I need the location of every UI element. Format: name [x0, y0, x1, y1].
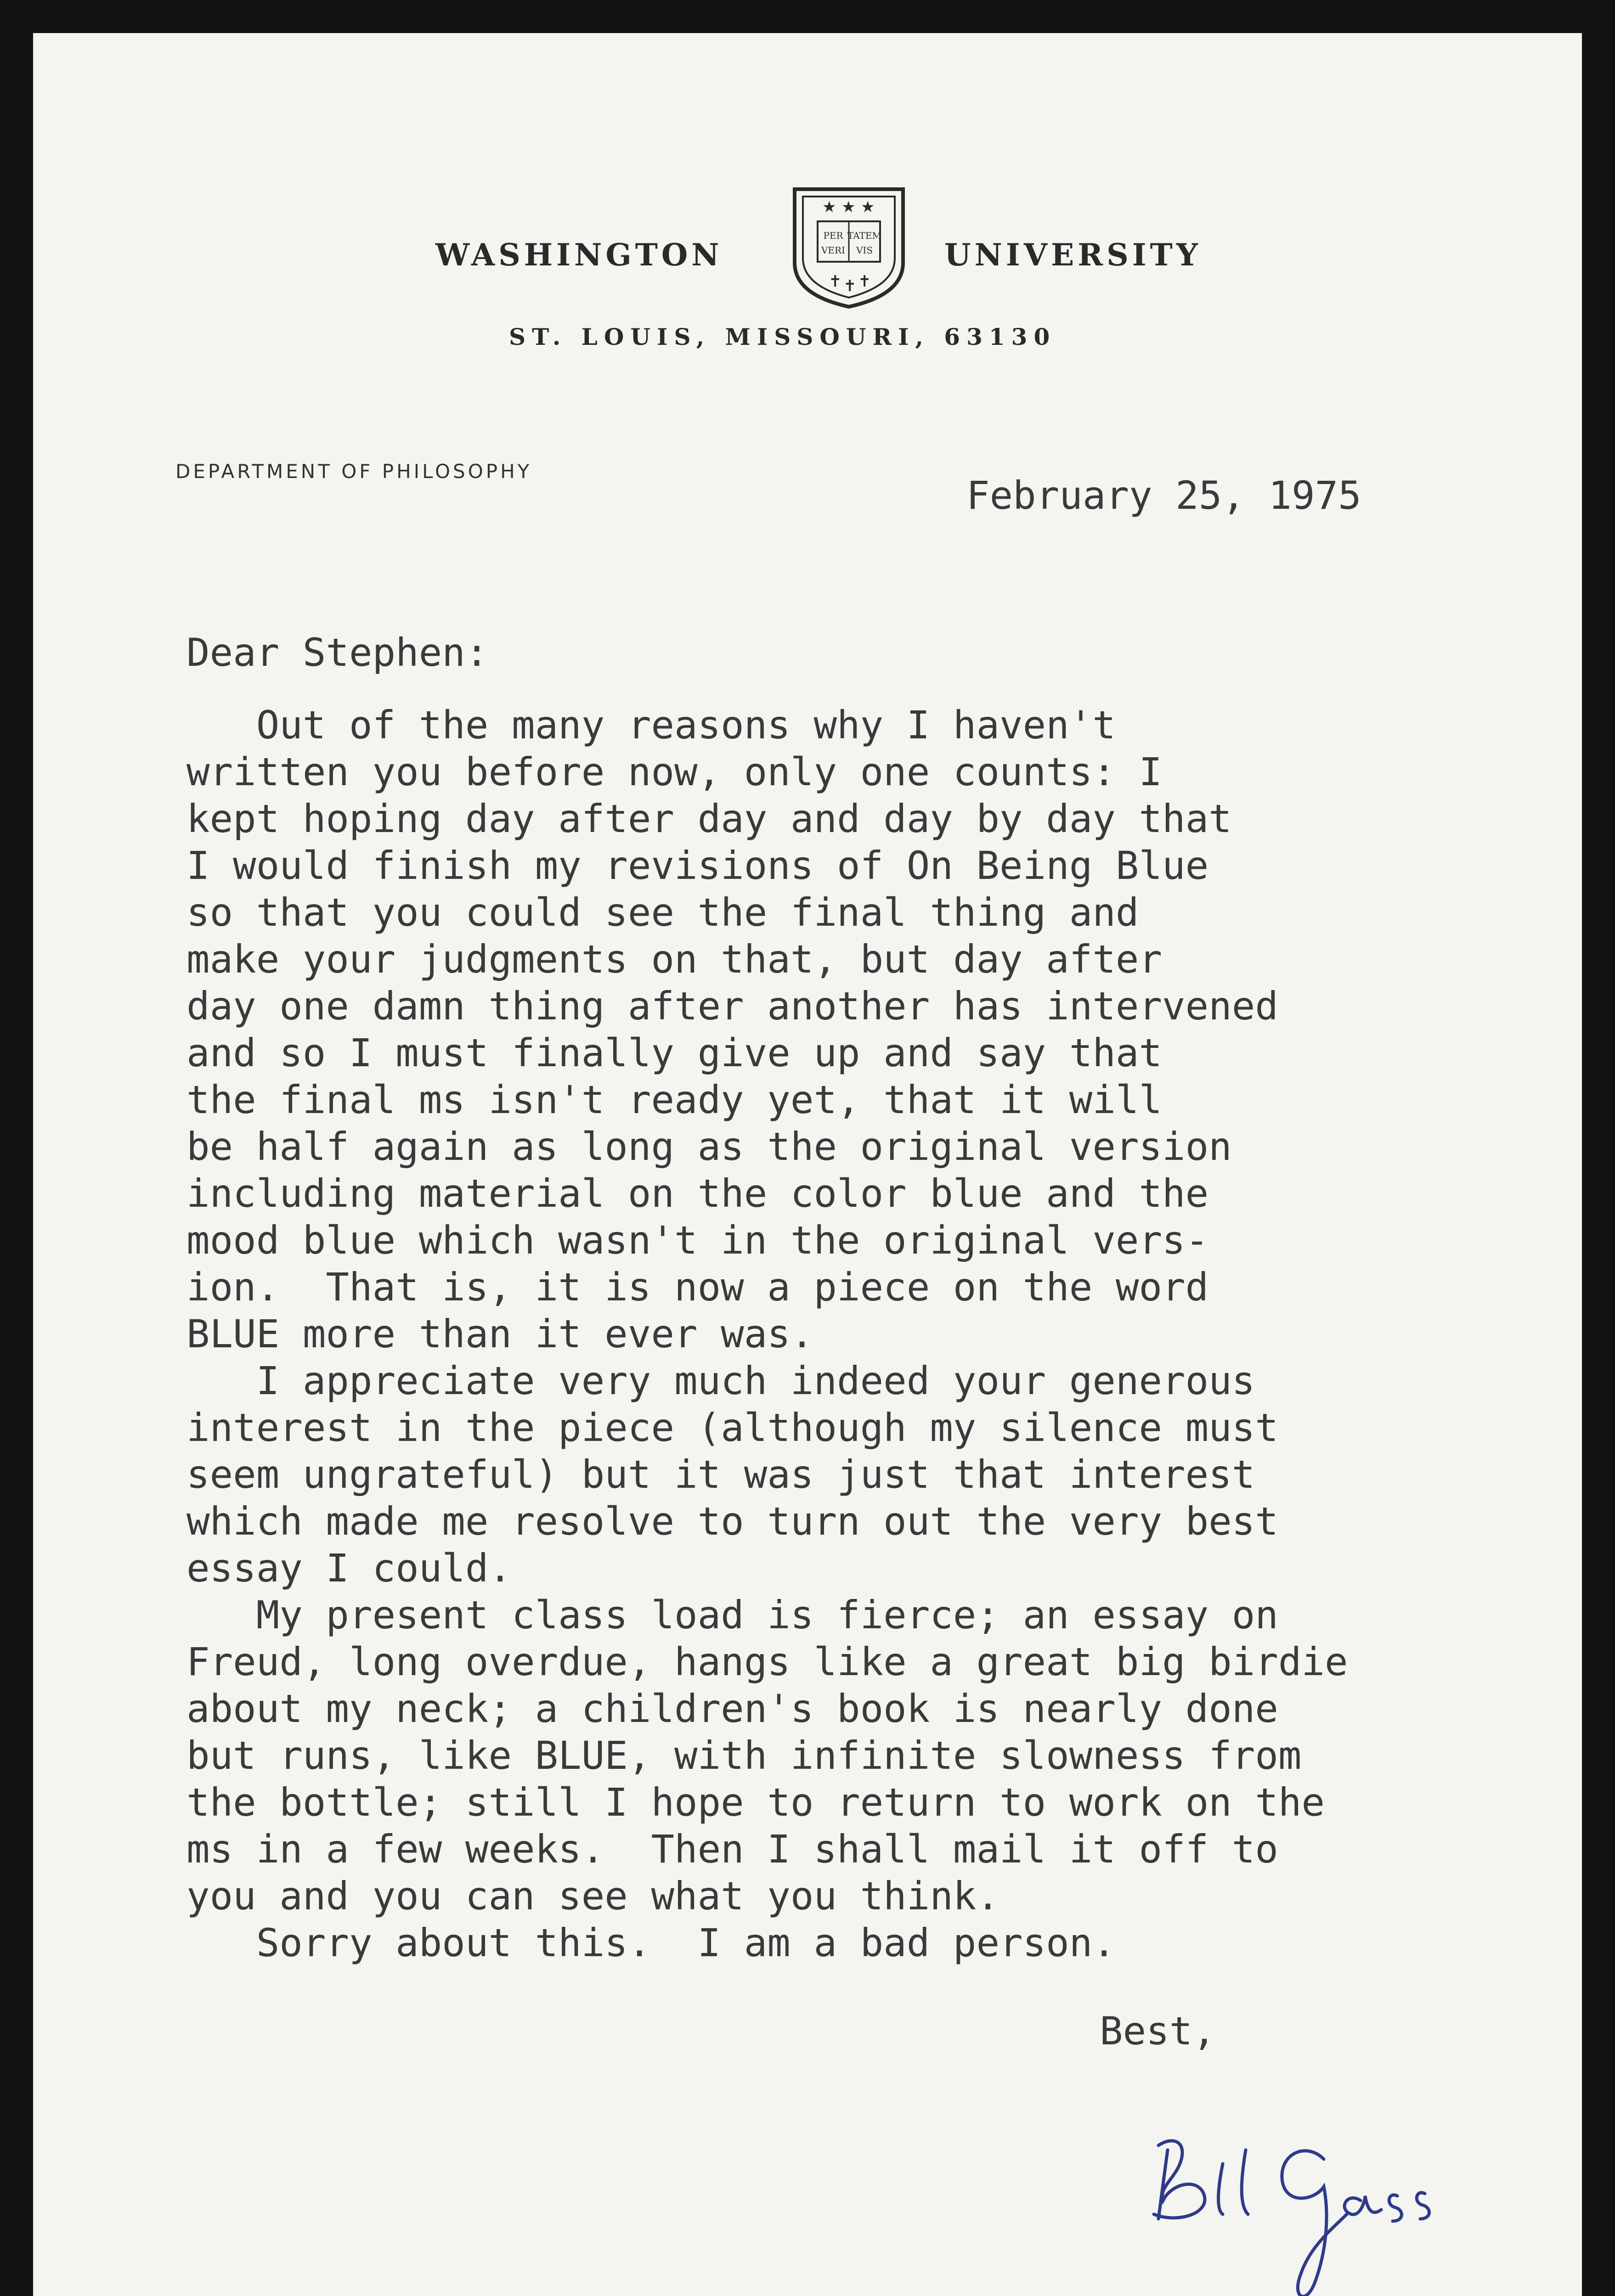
- body-line: including material on the color blue and the: [186, 1171, 1209, 1216]
- body-line: so that you could see the final thing and: [186, 890, 1139, 935]
- body-line: BLUE more than it ever was.: [186, 1311, 814, 1356]
- body-line: about my neck; a children's book is nearly done: [186, 1686, 1278, 1731]
- body-line: written you before now, only one counts: I: [186, 749, 1163, 794]
- body-line: Out of the many reasons why I haven't: [186, 703, 1116, 748]
- body-line: I appreciate very much indeed your generous: [186, 1358, 1255, 1403]
- letterhead-address: ST. LOUIS, MISSOURI, 63130: [509, 323, 1056, 350]
- body-line: and so I must finally give up and say that: [186, 1030, 1163, 1075]
- body-line: interest in the piece (although my silence must: [186, 1405, 1278, 1450]
- letter-body: [186, 702, 1610, 1966]
- body-line: kept hoping day after day and day by day that: [186, 796, 1232, 841]
- svg-text:★: ★: [861, 198, 875, 216]
- handwritten-signature: [1131, 2109, 1498, 2296]
- body-line: seem ungrateful) but it was just that interest: [186, 1452, 1255, 1497]
- svg-text:✝: ✝: [829, 272, 842, 291]
- letter-date: February 25, 1975: [966, 473, 1361, 518]
- seal-motto-1: PER: [823, 230, 843, 241]
- body-line: mood blue which wasn't in the original vers-: [186, 1218, 1209, 1263]
- svg-text:✝: ✝: [858, 272, 871, 291]
- svg-text:✝: ✝: [843, 277, 857, 295]
- department-name: DEPARTMENT OF PHILOSOPHY: [175, 460, 532, 483]
- closing: Best,: [1100, 2009, 1216, 2054]
- body-line: My present class load is fierce; an essay on: [186, 1593, 1278, 1638]
- body-line: but runs, like BLUE, with infinite slowness from: [186, 1733, 1302, 1778]
- salutation: Dear Stephen:: [186, 630, 489, 675]
- body-line: ms in a few weeks. Then I shall mail it off to: [186, 1827, 1278, 1872]
- seal-motto-4: VIS: [856, 245, 873, 256]
- body-line: which made me resolve to turn out the very best: [186, 1499, 1278, 1544]
- seal-motto-2: VERI: [821, 245, 846, 256]
- body-line: be half again as long as the original version: [186, 1124, 1232, 1169]
- body-line: Freud, long overdue, hangs like a great big birdie: [186, 1639, 1348, 1684]
- body-line: essay I could.: [186, 1546, 512, 1591]
- seal-motto-3: TATEM: [847, 230, 882, 241]
- svg-text:★: ★: [841, 198, 856, 216]
- letter-page: [33, 33, 1582, 2296]
- body-line: ion. That is, it is now a piece on the word: [186, 1265, 1209, 1310]
- body-line: you and you can see what you think.: [186, 1874, 1000, 1919]
- university-seal-icon: [790, 185, 908, 310]
- letterhead-name-left: WASHINGTON: [435, 237, 723, 273]
- body-line: the bottle; still I hope to return to work on the: [186, 1780, 1325, 1825]
- body-line: make your judgments on that, but day after: [186, 937, 1163, 982]
- body-line: the final ms isn't ready yet, that it will: [186, 1077, 1163, 1122]
- body-line: Sorry about this. I am a bad person.: [186, 1920, 1116, 1965]
- letterhead-name-right: UNIVERSITY: [944, 237, 1202, 273]
- body-line: I would finish my revisions of On Being Blue: [186, 843, 1209, 888]
- body-line: day one damn thing after another has intervened: [186, 984, 1278, 1029]
- svg-text:★: ★: [822, 198, 836, 216]
